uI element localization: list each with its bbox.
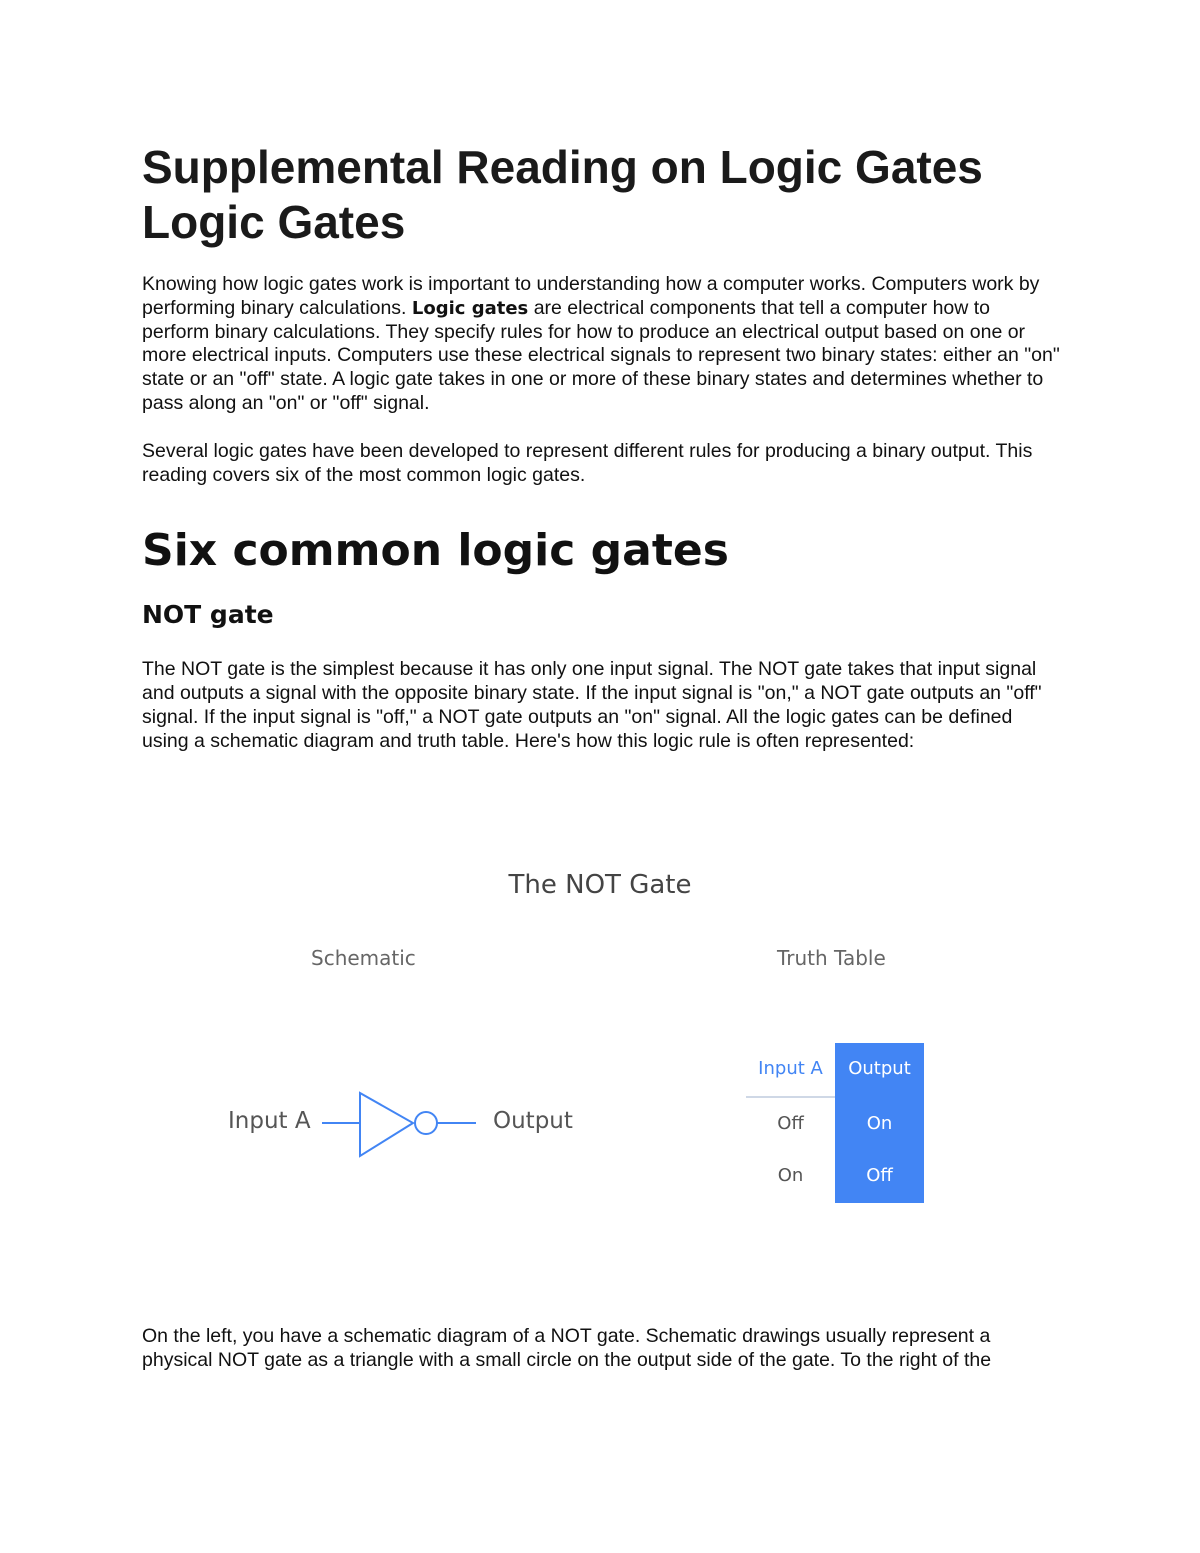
intro-text-start: Knowing how logic gates work is important to understanding how a computer works. Computers work by performing binary calculations. [142,273,1040,319]
intro-paragraph [142,273,1062,416]
title-line-2: Logic Gates [142,196,406,248]
logic-gates-term: Logic gates [411,297,529,319]
overview-paragraph: Several logic gates have been developed to represent different rules for producing a binary output. This reading covers six of the most common logic gates. [142,439,1033,486]
gate-triangle [360,1093,413,1156]
schematic-label: Schematic [311,946,416,970]
table-header-input: Input A [758,1058,823,1079]
schematic-explanation-paragraph: On the left, you have a schematic diagram of a NOT gate. Schematic drawings usually represent a physical NOT gate as a triangle with a small circle on the output side of the gate. To the right of the [142,1325,992,1371]
document-title [142,140,1062,250]
not-gate-paragraph: The NOT gate is the simplest because it has only one input signal. The NOT gate takes that input signal and outputs a signal with the opposite binary state. If the input signal is "on," a NOT gate outputs an "off" signal. If the input signal is "off," a NOT gate outputs an "on" signal. All the logic gates can be defined using a schematic diagram and truth table. Here's how this logic rule is often represented: [142,658,1042,752]
title-line-1: Supplemental Reading on Logic Gates [142,141,983,193]
section-heading: Six common logic gates [142,525,729,577]
inversion-bubble [415,1112,437,1134]
schematic-output-label: Output [493,1108,573,1134]
document-continuation [142,1325,1062,1373]
table-cell: Off [777,1113,804,1134]
truth-table [746,1043,924,1203]
table-cell: On [777,1165,804,1186]
intro-text-end: are electrical components that tell a computer how to perform binary calculations. They specify rules for how to produce an electrical output based on one or more electrical inputs. Computers use these electrical signals to represent two binary states: either an "on" state or an "off" state. A logic gate takes in one or more of these binary states and determines whether to pass along an "on" or "off" signal. [142,296,1060,414]
table-cell: On [866,1113,893,1134]
document-body [142,140,1062,754]
schematic-input-label: Input A [228,1108,311,1134]
header-divider [746,1096,835,1098]
figure-title: The NOT Gate [508,870,692,900]
subsection-heading: NOT gate [142,600,274,630]
truth-table-label: Truth Table [777,946,886,970]
table-cell: Off [866,1165,893,1186]
not-gate-figure [200,860,1000,1240]
table-header-output: Output [848,1058,911,1079]
